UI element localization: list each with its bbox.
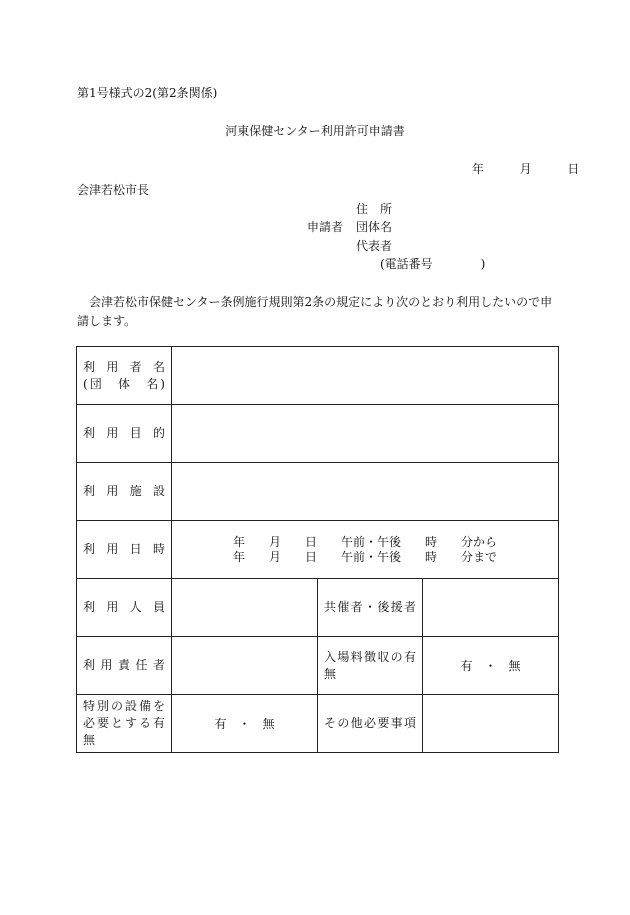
datetime-to: 年 月 日 午前・午後 時 分まで [233, 549, 498, 564]
user-name-label [77, 347, 172, 405]
date-day: 日 [567, 162, 580, 176]
special-equipment-line1: 特別の設備を [83, 699, 165, 713]
user-name-label-line2: (団 体 名) [83, 376, 165, 391]
table-row [77, 347, 559, 405]
special-equipment-label [77, 695, 172, 753]
table-row [77, 463, 559, 521]
responsible-field[interactable] [172, 637, 318, 695]
form-number: 第1号様式の2(第2条関係) [77, 86, 218, 100]
facility-field[interactable] [172, 463, 559, 521]
datetime-field[interactable] [172, 521, 559, 579]
datetime-from: 年 月 日 午前・午後 時 分から [233, 534, 498, 549]
table-row [77, 521, 559, 579]
special-equipment-line2: 必要とする有無 [83, 716, 165, 747]
document-title: 河東保健センター利用許可申請書 [225, 124, 405, 138]
people-label: 利 用 人 員 [77, 579, 172, 637]
representative-label: 代表者 [356, 239, 393, 253]
address-label: 住 所 [356, 202, 393, 216]
table-row [77, 695, 559, 753]
usage-table [76, 346, 559, 753]
facility-label: 利 用 施 設 [77, 463, 172, 521]
table-row [77, 637, 559, 695]
fee-yes-no[interactable]: 有 ・ 無 [423, 637, 559, 695]
phone-label: (電話番号 ) [380, 257, 486, 271]
date-year: 年 [472, 162, 485, 176]
fee-collection-label: 入場料徴収の有無 [318, 637, 423, 695]
purpose-label: 利 用 目 的 [77, 405, 172, 463]
organization-label: 団体名 [356, 220, 393, 234]
addressee: 会津若松市長 [77, 183, 150, 197]
equipment-yes-no[interactable]: 有 ・ 無 [172, 695, 318, 753]
purpose-field[interactable] [172, 405, 559, 463]
responsible-label: 利 用 責 任 者 [77, 637, 172, 695]
sponsor-label: 共催者・後援者 [318, 579, 423, 637]
date-line [472, 160, 579, 177]
other-label: その他必要事項 [318, 695, 423, 753]
people-field[interactable] [172, 579, 318, 637]
other-field[interactable] [423, 695, 559, 753]
user-name-label-line1: 利 用 者 名 [83, 359, 165, 374]
applicant-label: 申請者 [307, 220, 344, 234]
user-name-field[interactable] [172, 347, 559, 405]
table-row [77, 579, 559, 637]
application-statement: 会津若松市保健センター条例施行規則第2条の規定により次のとおり利用したいので申請します。 [77, 295, 553, 328]
date-month: 月 [519, 162, 532, 176]
table-row [77, 405, 559, 463]
datetime-label: 利 用 日 時 [77, 521, 172, 579]
sponsor-field[interactable] [423, 579, 559, 637]
